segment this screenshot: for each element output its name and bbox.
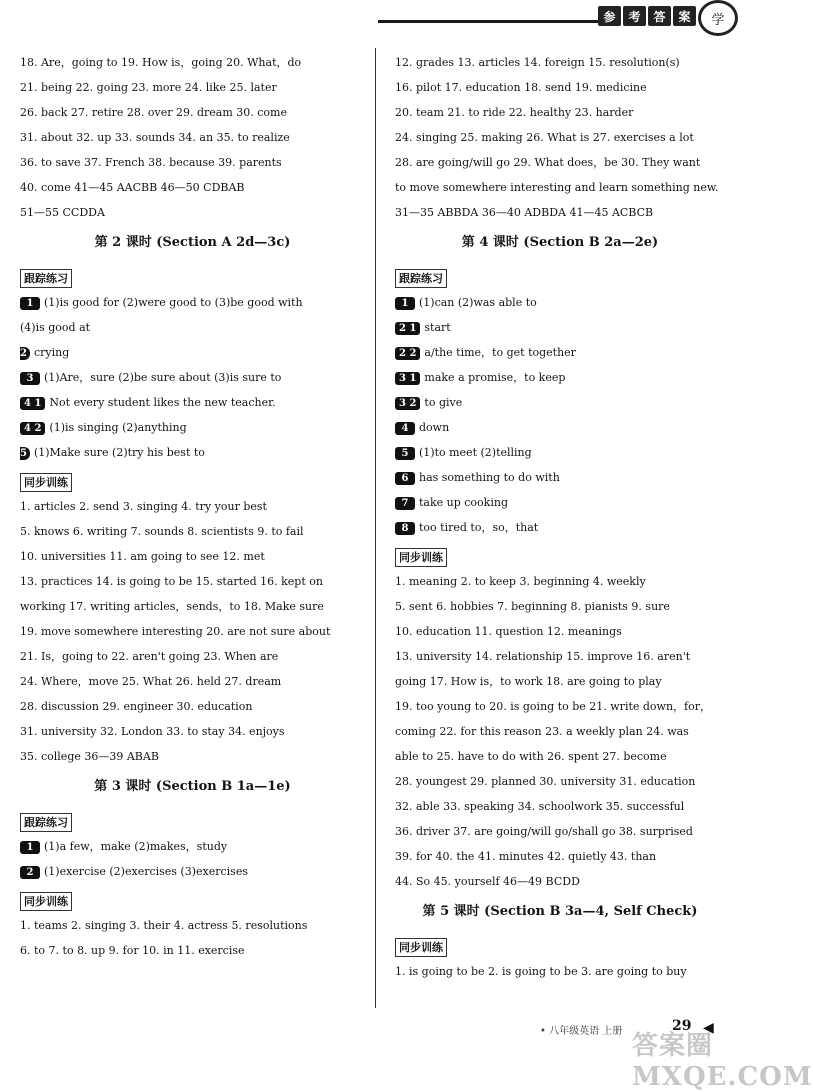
answer-line: 36. driver 37. are going/will go/shall go 38. surprised (395, 825, 693, 838)
question-number-badge: 5 (395, 447, 415, 460)
answer-item (395, 465, 725, 490)
question-number-badge: 1 (20, 841, 40, 854)
answer-line: 28. youngest 29. planned 30. university 31. education (395, 775, 696, 788)
answer-line: 13. university 14. relationship 15. improve 16. aren't (395, 650, 691, 663)
right-column (395, 50, 725, 984)
question-number-badge: 3 1 (395, 372, 420, 385)
answer-item (20, 365, 365, 390)
answer-line: 6. to 7. to 8. up 9. for 10. in 11. exercise (20, 944, 245, 957)
answer-line: 31. university 32. London 33. to stay 34. enjoys (20, 725, 285, 738)
answer-line: 28. are going/will go 29. What does，be 30. They want (395, 156, 701, 169)
question-number-badge: 5 (20, 447, 30, 460)
answer-text: (1)exercise (2)exercises (3)exercises (44, 865, 248, 878)
answer-line: 51—55 CCDDA (20, 206, 105, 219)
header-logo-char: 学 (711, 12, 725, 28)
answer-line: 28. discussion 29. engineer 30. education (20, 700, 253, 713)
answer-line: working 17. writing articles，sends，to 18. Make sure (20, 600, 324, 613)
exercise-label-row (395, 544, 725, 569)
answer-line: 31. about 32. up 33. sounds 34. an 35. to realize (20, 131, 290, 144)
exercise-label: 跟踪练习 (20, 813, 72, 832)
answer-item (20, 834, 365, 859)
answer-item (395, 415, 725, 440)
question-number-badge: 1 (395, 297, 415, 310)
answer-text: (1)is singing (2)anything (49, 421, 187, 434)
answer-line: to move somewhere interesting and learn something new. (395, 181, 719, 194)
question-number-badge: 3 2 (395, 397, 420, 410)
answer-line: 35. college 36—39 ABAB (20, 750, 159, 763)
answer-item (395, 290, 725, 315)
column-divider (375, 48, 376, 1008)
exercise-label-row (395, 934, 725, 959)
left-column (20, 50, 365, 963)
answer-line: 5. knows 6. writing 7. sounds 8. scientists 9. to fail (20, 525, 304, 538)
answer-text: (1)Make sure (2)try his best to (33, 446, 205, 459)
answer-item (20, 290, 365, 315)
answer-line: 36. to save 37. French 38. because 39. parents (20, 156, 282, 169)
answer-text: (1)can (2)was able to (419, 296, 537, 309)
answer-item (395, 340, 725, 365)
watermark: 答案圈 MXQE.COM (632, 1031, 813, 1092)
answer-line: 44. So 45. yourself 46—49 BCDD (395, 875, 580, 888)
header-badge-char: 案 (673, 6, 696, 26)
answer-line: 26. back 27. retire 28. over 29. dream 30. come (20, 106, 287, 119)
exercise-label: 同步训练 (20, 473, 72, 492)
question-number-badge: 3 (20, 372, 40, 385)
question-number-badge: 4 (395, 422, 415, 435)
answer-line: 21. being 22. going 23. more 24. like 25. later (20, 81, 277, 94)
question-number-badge: 7 (395, 497, 415, 510)
answer-item (395, 315, 725, 340)
question-number-badge: 2 (20, 347, 30, 360)
exercise-label-row (20, 469, 365, 494)
answer-text: to give (424, 396, 463, 409)
answer-item (20, 859, 365, 884)
section-heading: 第 3 课时 (Section B 1a—1e) (94, 779, 291, 794)
answer-line: 16. pilot 17. education 18. send 19. medicine (395, 81, 647, 94)
answer-item (395, 490, 725, 515)
section-heading: 第 4 课时 (Section B 2a—2e) (461, 235, 659, 250)
answer-line: 12. grades 13. articles 14. foreign 15. resolution(s) (395, 56, 680, 69)
exercise-label-row (20, 265, 365, 290)
answer-line: 20. team 21. to ride 22. healthy 23. harder (395, 106, 634, 119)
answer-item (20, 340, 365, 365)
exercise-label: 同步训练 (395, 548, 447, 567)
header-badge (598, 6, 700, 28)
section-heading: 第 5 课时 (Section B 3a—4, Self Check) (422, 904, 698, 919)
page-number: 29 (672, 1018, 692, 1034)
answer-text: make a promise，to keep (424, 371, 566, 384)
answer-text: take up cooking (419, 496, 508, 509)
answer-text: start (424, 321, 451, 334)
answer-line: 10. universities 11. am going to see 12. met (20, 550, 265, 563)
answer-item (20, 440, 365, 465)
answer-item (395, 390, 725, 415)
answer-line: 19. too young to 20. is going to be 21. write down，for， (395, 700, 712, 713)
page-arrow-icon: ◀ (703, 1020, 714, 1036)
answer-text: (1)to meet (2)telling (419, 446, 532, 459)
question-number-badge: 4 1 (20, 397, 45, 410)
answer-text: has something to do with (419, 471, 560, 484)
answer-text: crying (33, 346, 70, 359)
answer-line: 21. Is，going to 22. aren't going 23. When are (20, 650, 279, 663)
exercise-label: 跟踪练习 (20, 269, 72, 288)
exercise-label: 同步训练 (20, 892, 72, 911)
answer-line: 1. is going to be 2. is going to be 3. are going to buy (395, 965, 687, 978)
header-badge-char: 参 (598, 6, 621, 26)
answer-line: 40. come 41—45 AACBB 46—50 CDBAB (20, 181, 245, 194)
section-heading: 第 2 课时 (Section A 2d—3c) (94, 235, 291, 250)
answer-line: (4)is good at (20, 321, 91, 334)
answer-line: 24. Where，move 25. What 26. held 27. dream (20, 675, 282, 688)
header-badge-char: 答 (648, 6, 671, 26)
answer-line: coming 22. for this reason 23. a weekly plan 24. was (395, 725, 689, 738)
answer-item (20, 390, 365, 415)
header-rule (378, 20, 600, 23)
question-number-badge: 8 (395, 522, 415, 535)
answer-line: 13. practices 14. is going to be 15. started 16. kept on (20, 575, 323, 588)
question-number-badge: 1 (20, 297, 40, 310)
question-number-badge: 4 2 (20, 422, 45, 435)
answer-text: (1)a few，make (2)makes，study (44, 840, 228, 853)
answer-line: 39. for 40. the 41. minutes 42. quietly 43. than (395, 850, 657, 863)
answer-line: 31—35 ABBDA 36—40 ADBDA 41—45 ACBCB (395, 206, 654, 219)
footer-text: • 八年级英语 上册 (540, 1026, 623, 1037)
header-logo-circle (698, 0, 738, 36)
answer-text: Not every student likes the new teacher. (49, 396, 276, 409)
answer-line: 32. able 33. speaking 34. schoolwork 35. successful (395, 800, 685, 813)
exercise-label-row (20, 888, 365, 913)
question-number-badge: 6 (395, 472, 415, 485)
question-number-badge: 2 (20, 866, 40, 879)
header-badge-char: 考 (623, 6, 646, 26)
question-number-badge: 2 1 (395, 322, 420, 335)
exercise-label: 同步训练 (395, 938, 447, 957)
answer-text: too tired to，so，that (419, 521, 539, 534)
answer-line: 5. sent 6. hobbies 7. beginning 8. pianists 9. sure (395, 600, 670, 613)
answer-text: (1)Are，sure (2)be sure about (3)is sure to (44, 371, 282, 384)
answer-line: 18. Are，going to 19. How is，going 20. What，do (20, 56, 302, 69)
answer-text: (1)is good for (2)were good to (3)be good with (44, 296, 303, 309)
answer-line: 1. articles 2. send 3. singing 4. try your best (20, 500, 267, 513)
exercise-label-row (395, 265, 725, 290)
answer-line: 1. teams 2. singing 3. their 4. actress 5. resolutions (20, 919, 308, 932)
answer-line: 1. meaning 2. to keep 3. beginning 4. weekly (395, 575, 646, 588)
exercise-label: 跟踪练习 (395, 269, 447, 288)
question-number-badge: 2 2 (395, 347, 420, 360)
answer-item (395, 515, 725, 540)
answer-line: going 17. How is，to work 18. are going to play (395, 675, 662, 688)
answer-line: 19. move somewhere interesting 20. are not sure about (20, 625, 331, 638)
answer-text: down (419, 421, 450, 434)
exercise-label-row (20, 809, 365, 834)
answer-item (395, 440, 725, 465)
answer-item (20, 415, 365, 440)
answer-text: a/the time，to get together (424, 346, 576, 359)
answer-item (395, 365, 725, 390)
answer-line: 10. education 11. question 12. meanings (395, 625, 622, 638)
answer-line: 24. singing 25. making 26. What is 27. exercises a lot (395, 131, 694, 144)
answer-line: able to 25. have to do with 26. spent 27. become (395, 750, 667, 763)
